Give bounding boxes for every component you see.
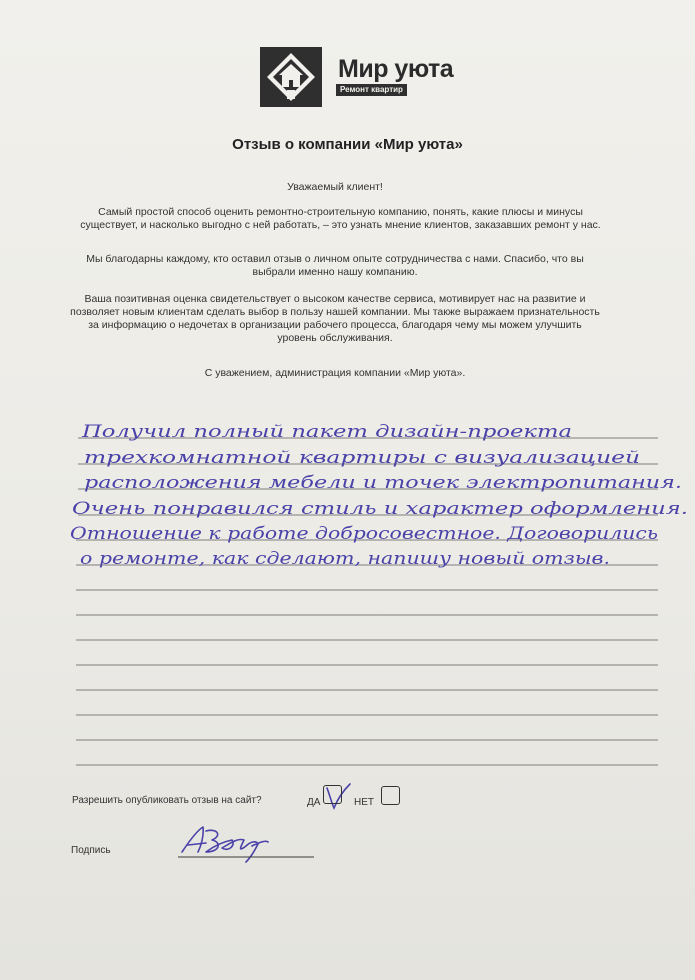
- handwritten-review: [70, 422, 688, 569]
- signature-label: Подпись: [71, 845, 111, 856]
- consent-no-label: НЕТ: [354, 797, 374, 808]
- review-line-4: Очень понравился стиль и характер оформления.: [72, 499, 688, 519]
- intro-paragraph-1: Самый простой способ оценить ремонтно-строительную компанию, понять, какие плюсы и минусы существует, и насколько выгодно с ней работать, – это узнать мнение клиентов, заказавших ремонт у нас.: [80, 206, 601, 231]
- review-line-3: расположения мебели и точек электропитания.: [84, 473, 682, 493]
- greeting-text: Уважаемый клиент!: [287, 181, 383, 193]
- review-line-6: о ремонте, как сделают, напишу новый отзыв.: [80, 549, 610, 569]
- review-line-5: Отношение к работе добросовестное. Договорились: [70, 524, 658, 544]
- page-title: Отзыв о компании «Мир уюта»: [232, 136, 463, 153]
- consent-no-checkbox[interactable]: [381, 786, 400, 805]
- intro-paragraph-2: Мы благодарны каждому, кто оставил отзыв о личном опыте сотрудничества с нами. Спасибо, что вы выбрали именно нашу компанию.: [86, 253, 584, 278]
- logo-name: Мир уюта: [338, 55, 454, 83]
- ruled-lines: [76, 438, 658, 765]
- review-line-1: Получил полный пакет дизайн-проекта: [80, 422, 573, 442]
- consent-yes-label: ДА: [307, 797, 321, 808]
- intro-paragraph-3: Ваша позитивная оценка свидетельствует о высоком качестве сервиса, мотивирует нас на развитие и позволяет новым клиентам сделать выбор в пользу нашей компании. Мы также выражаем признательность за информацию о недочетах в организации рабочего процесса, благодаря чему мы можем улучшить уровень обслуживания.: [70, 293, 600, 344]
- company-logo: [260, 47, 460, 107]
- consent-question: Разрешить опубликовать отзыв на сайт?: [72, 795, 262, 806]
- house-paintbrush-icon: [260, 47, 322, 107]
- closing-text: С уважением, администрация компании «Мир уюта».: [204, 367, 466, 379]
- handwritten-signature: [178, 827, 314, 862]
- logo-tagline: Ремонт квартир: [336, 84, 407, 96]
- consent-yes-checkbox[interactable]: [323, 785, 342, 804]
- review-line-2: трехкомнатной квартиры с визуализацией: [84, 448, 640, 468]
